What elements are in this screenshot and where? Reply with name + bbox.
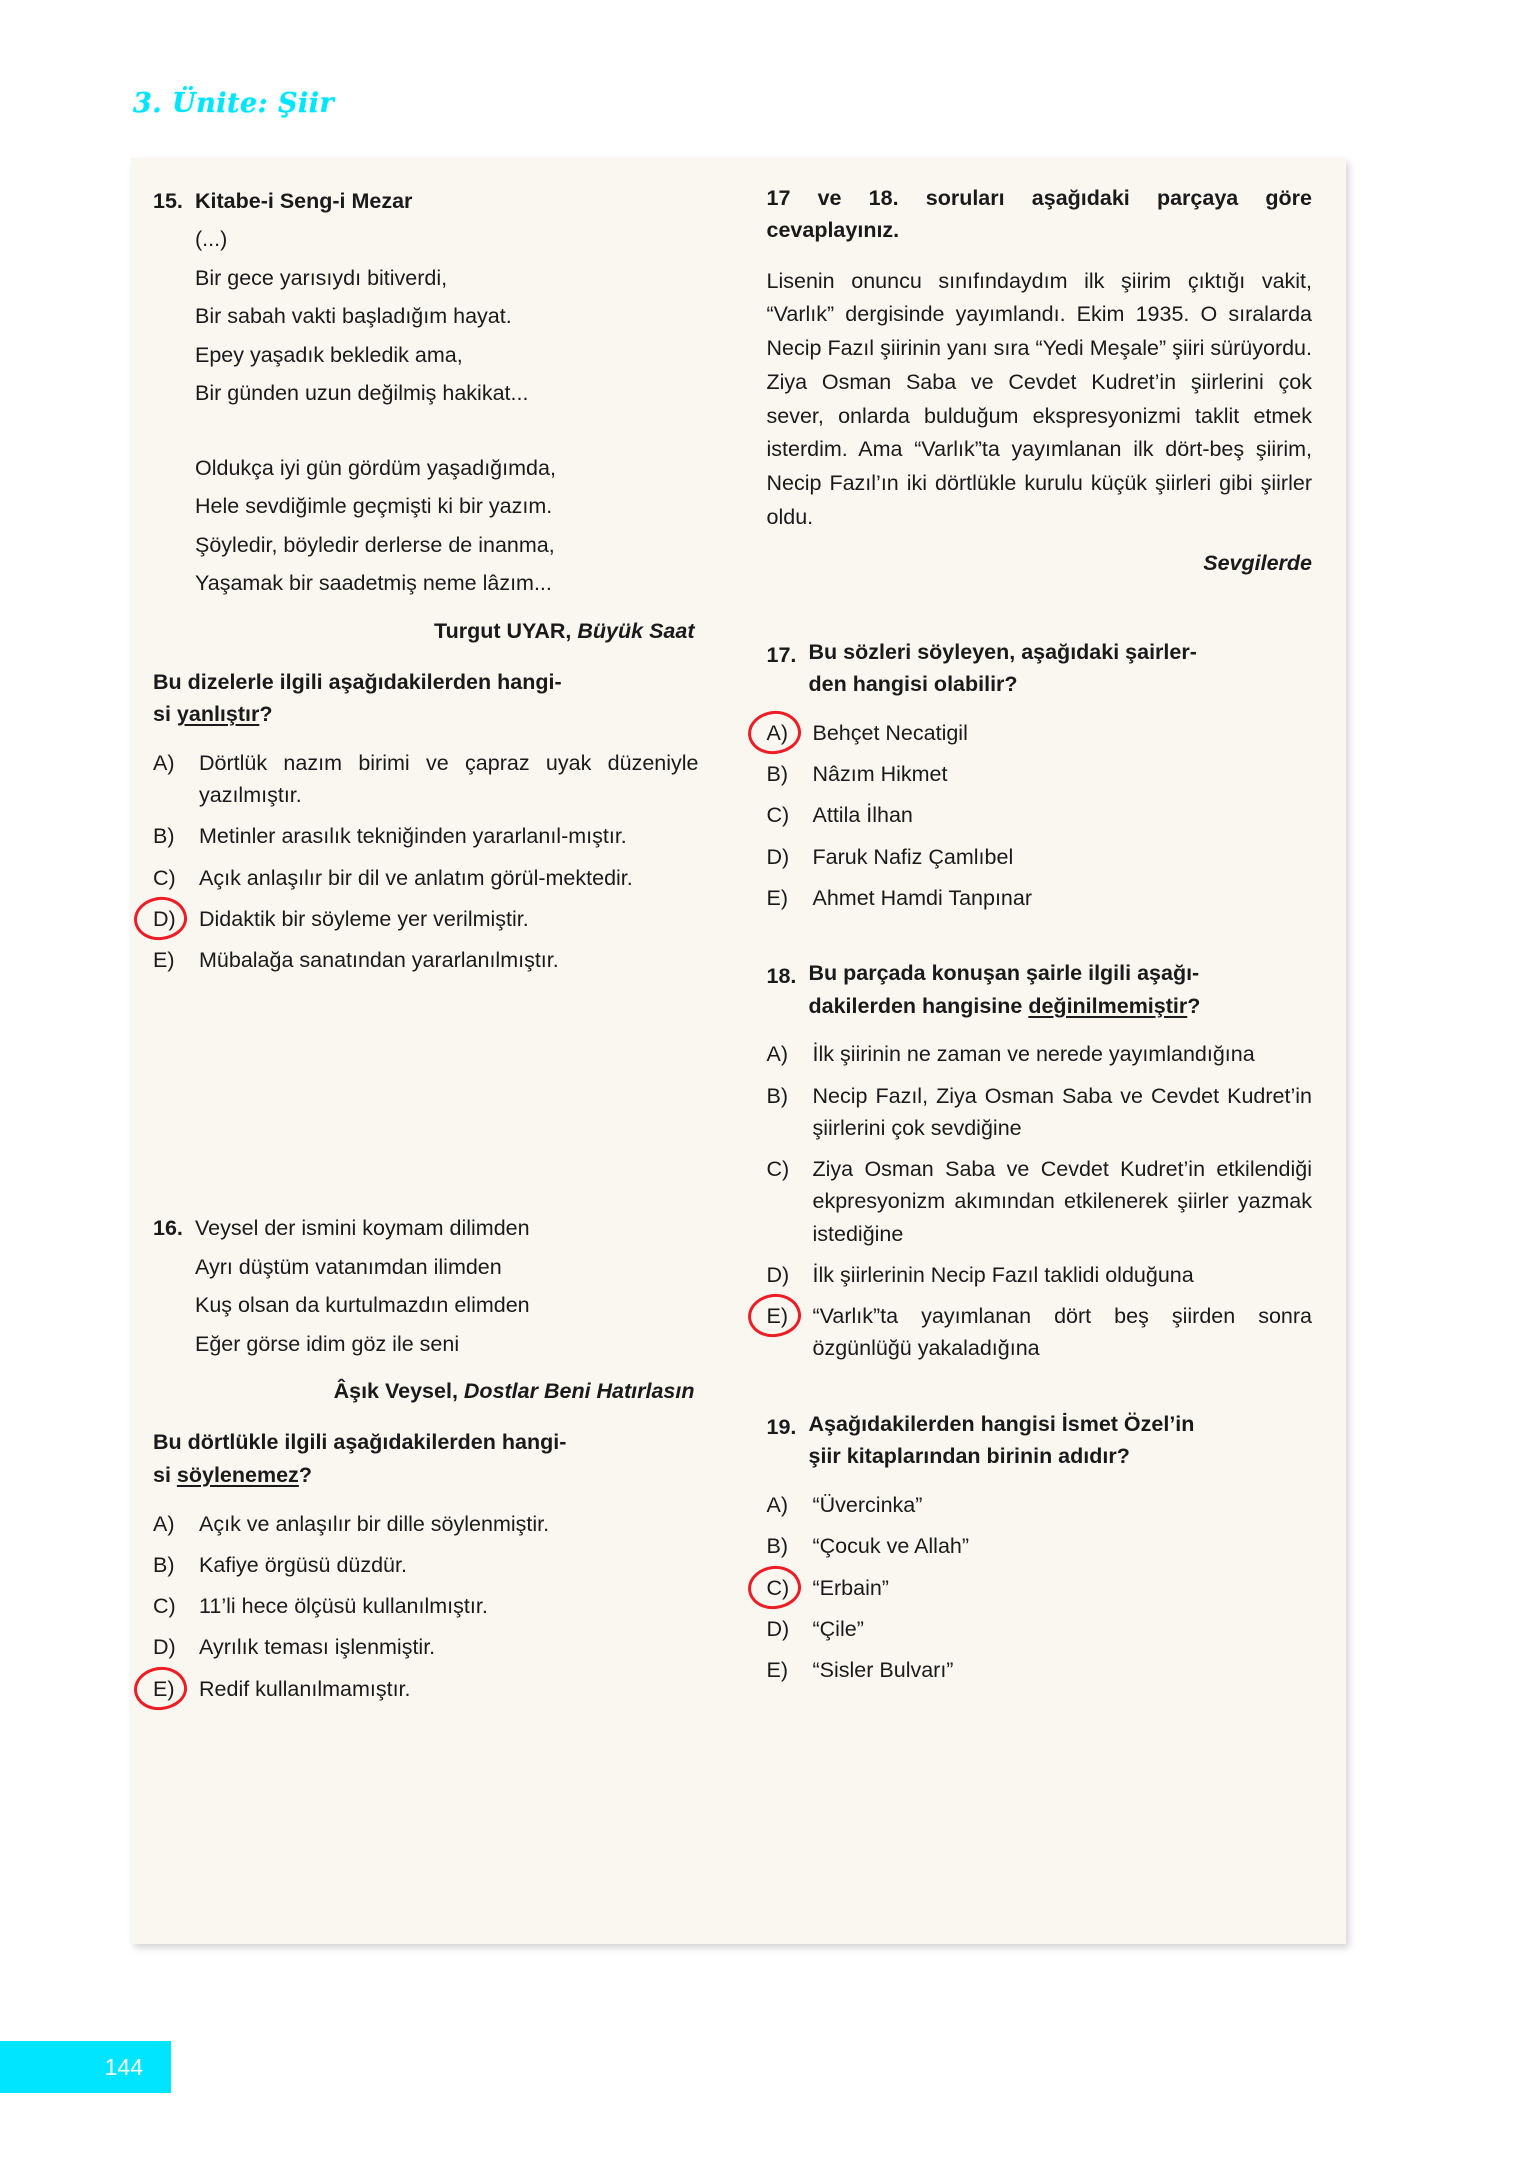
question-17-stem-line-1: Bu sözleri söyleyen, aşağıdaki şairler- bbox=[808, 639, 1197, 664]
question-17-stem bbox=[767, 636, 1313, 701]
option-text: “Üvercinka” bbox=[812, 1493, 923, 1518]
question-19-stem bbox=[767, 1408, 1313, 1473]
option-d[interactable] bbox=[153, 1631, 699, 1663]
question-gap bbox=[153, 985, 699, 1209]
poem-title: Kitabe-i Seng-i Mezar bbox=[195, 189, 413, 213]
option-d[interactable] bbox=[767, 841, 1313, 873]
stem-suffix: ? bbox=[298, 1462, 312, 1487]
stem-prefix: dakilerden hangisine bbox=[808, 993, 1029, 1018]
question-15-stem bbox=[153, 666, 699, 731]
option-b[interactable] bbox=[767, 1530, 1313, 1562]
option-letter: B) bbox=[766, 762, 788, 787]
option-c[interactable] bbox=[767, 1572, 1313, 1604]
passage-instruction: 17 ve 18. soruları aşağıdaki parçaya göre cevaplayınız. bbox=[766, 186, 1312, 243]
option-e[interactable] bbox=[153, 1673, 699, 1705]
stem-underlined: yanlıştır bbox=[176, 702, 260, 727]
option-text: “Çocuk ve Allah” bbox=[812, 1534, 970, 1559]
option-c[interactable] bbox=[153, 862, 699, 894]
option-letter: A) bbox=[153, 750, 175, 775]
question-16-attribution bbox=[153, 1379, 699, 1404]
question-16-number: 16. bbox=[153, 1216, 183, 1241]
option-text: Behçet Necatigil bbox=[812, 720, 968, 745]
question-15-stanza-2 bbox=[195, 449, 699, 603]
question-gap bbox=[767, 1374, 1313, 1408]
question-19-stem-text bbox=[809, 1408, 1195, 1473]
poem-line: Bir sabah vakti başladığım hayat. bbox=[195, 304, 512, 329]
passage-attribution: Sevgilerde bbox=[1203, 550, 1312, 575]
attribution-work: Büyük Saat bbox=[577, 618, 695, 643]
question-18-stem-line-2 bbox=[809, 990, 1201, 1023]
poem-line: Yaşamak bir saadetmiş neme lâzım... bbox=[195, 571, 552, 596]
poem-line: Kuş olsan da kurtulmazdın elimden bbox=[195, 1293, 530, 1318]
question-17-options bbox=[767, 717, 1313, 914]
option-text: Açık ve anlaşılır bir dille söylenmiştir. bbox=[199, 1511, 550, 1536]
option-text: Didaktik bir söyleme yer verilmiştir. bbox=[199, 906, 529, 931]
question-16-quatrain bbox=[195, 1248, 699, 1363]
option-d[interactable] bbox=[153, 903, 699, 935]
question-18-stem-text bbox=[809, 957, 1201, 1022]
option-letter: A) bbox=[766, 1493, 788, 1518]
option-text: Faruk Nafiz Çamlıbel bbox=[812, 844, 1014, 869]
option-text: Necip Fazıl, Ziya Osman Saba ve Cevdet Kudret’in şiirlerini çok sevdiğine bbox=[812, 1083, 1312, 1140]
question-15 bbox=[153, 182, 699, 976]
question-gap bbox=[767, 923, 1313, 957]
option-letter: D) bbox=[153, 1635, 176, 1660]
attribution-work: Dostlar Beni Hatırlasın bbox=[463, 1379, 695, 1404]
question-19-number: 19. bbox=[766, 1414, 797, 1439]
attribution-author: Turgut UYAR, bbox=[434, 618, 572, 643]
option-e[interactable] bbox=[767, 882, 1313, 914]
option-letter-circled: D) bbox=[153, 903, 199, 935]
option-text: İlk şiirlerinin Necip Fazıl taklidi olduğuna bbox=[812, 1262, 1194, 1287]
option-letter: B) bbox=[766, 1534, 788, 1559]
question-17 bbox=[767, 636, 1313, 915]
option-letter: D) bbox=[766, 1616, 790, 1641]
option-letter: B) bbox=[153, 1552, 175, 1577]
option-text: “Sisler Bulvarı” bbox=[812, 1658, 954, 1683]
question-17-number: 17. bbox=[766, 642, 797, 667]
question-18-stem bbox=[767, 957, 1313, 1022]
option-a[interactable] bbox=[153, 747, 699, 812]
option-e[interactable] bbox=[153, 944, 699, 976]
stem-underlined: değinilmemiştir bbox=[1028, 993, 1188, 1018]
option-b[interactable] bbox=[153, 1549, 699, 1581]
poem-line: Eğer görse idim göz ile seni bbox=[195, 1331, 460, 1356]
poem-line: (...) bbox=[195, 227, 228, 252]
option-text: Mübalağa sanatından yararlanılmıştır. bbox=[199, 948, 559, 973]
option-letter: A) bbox=[766, 1042, 788, 1067]
option-letter: C) bbox=[766, 1157, 790, 1182]
option-letter: C) bbox=[153, 1594, 176, 1619]
option-text: Nâzım Hikmet bbox=[812, 762, 948, 787]
question-16-stem-line-1: Bu dörtlükle ilgili aşağıdakilerden hangi- bbox=[153, 1430, 567, 1455]
poem-line: Ayrı düştüm vatanımdan ilimden bbox=[195, 1254, 502, 1279]
option-text: “Varlık”ta yayımlanan dört beş şiirden sonra özgünlüğü yakaladığına bbox=[812, 1304, 1312, 1361]
question-18-number: 18. bbox=[766, 964, 797, 989]
option-letter: D) bbox=[766, 1262, 790, 1287]
option-b[interactable] bbox=[153, 820, 699, 852]
option-letter: E) bbox=[766, 1658, 788, 1683]
poem-line: Hele sevdiğimle geçmişti ki bir yazım. bbox=[195, 494, 553, 519]
content-panel bbox=[131, 158, 1346, 1944]
question-17-stem-line-2: den hangisi olabilir? bbox=[808, 672, 1018, 697]
question-16-stem-line-2 bbox=[153, 1459, 699, 1492]
option-text: Ayrılık teması işlenmiştir. bbox=[199, 1635, 436, 1660]
question-gap bbox=[767, 576, 1313, 636]
question-15-attribution bbox=[153, 619, 699, 644]
stem-prefix: si bbox=[153, 702, 177, 727]
option-a[interactable] bbox=[767, 1038, 1313, 1070]
option-letter: D) bbox=[766, 844, 790, 869]
left-column bbox=[131, 158, 739, 1944]
option-text: Ahmet Hamdi Tanpınar bbox=[812, 885, 1032, 910]
option-letter: B) bbox=[766, 1083, 788, 1108]
option-letter: B) bbox=[153, 824, 175, 849]
option-letter: E) bbox=[153, 948, 175, 973]
option-letter: C) bbox=[153, 865, 176, 890]
option-c[interactable] bbox=[153, 1590, 699, 1622]
option-text: 11’li hece ölçüsü kullanılmıştır. bbox=[199, 1594, 488, 1619]
question-17-stem-text bbox=[809, 636, 1197, 701]
option-d[interactable] bbox=[767, 1613, 1313, 1645]
option-letter-circled: A) bbox=[767, 717, 813, 749]
option-a[interactable] bbox=[767, 1489, 1313, 1521]
question-18-stem-line-1: Bu parçada konuşan şairle ilgili aşağı- bbox=[808, 961, 1200, 986]
question-15-stem-line-1: Bu dizelerle ilgili aşağıdakilerden hangi- bbox=[153, 669, 562, 694]
option-letter-circled: E) bbox=[767, 1300, 813, 1332]
option-letter-circled: C) bbox=[767, 1572, 813, 1604]
option-letter: E) bbox=[766, 885, 788, 910]
stem-suffix: ? bbox=[1187, 993, 1201, 1018]
option-text: “Erbain” bbox=[812, 1575, 889, 1600]
question-16-options bbox=[153, 1508, 699, 1705]
option-letter: A) bbox=[153, 1511, 175, 1536]
question-16-stem bbox=[153, 1426, 699, 1491]
question-18-options bbox=[767, 1038, 1313, 1364]
question-19-stem-line-2: şiir kitaplarından birinin adıdır? bbox=[808, 1444, 1130, 1469]
stem-suffix: ? bbox=[259, 702, 273, 727]
passage-body: Lisenin onuncu sınıfındaydım ilk şiirim çıktığı vakit, “Varlık” dergisinde yayımlandı. Ekim 1935. O sıralarda Necip Fazıl şiirinin yanı sıra “Yedi Meşale” şiiri sürüyordu. Ziya Osman Saba ve Cevdet Kudret’in şiirlerini çok sever, onlarda bulduğum ekspresyonizmi taklit etmek isterdim. Ama “Varlık”ta yayımlanan ilk dört-beş şiirim, Necip Fazıl’ın iki dörtlükle kurulu küçük şiirleri gibi şiirler oldu. bbox=[766, 268, 1312, 529]
option-text: Açık anlaşılır bir dil ve anlatım görül-mektedir. bbox=[199, 865, 633, 890]
option-text: Redif kullanılmamıştır. bbox=[199, 1676, 411, 1701]
question-19-options bbox=[767, 1489, 1313, 1686]
poem-line: Bir günden uzun değilmiş hakikat... bbox=[195, 381, 529, 406]
question-15-number: 15. bbox=[153, 189, 183, 213]
option-letter: C) bbox=[766, 803, 790, 828]
option-text: Kafiye örgüsü düzdür. bbox=[199, 1552, 407, 1577]
attribution-author: Âşık Veysel, bbox=[333, 1379, 458, 1404]
poem-line: Veysel der ismini koymam dilimden bbox=[195, 1216, 530, 1241]
option-e[interactable] bbox=[767, 1300, 1313, 1365]
right-column bbox=[739, 158, 1347, 1944]
question-16 bbox=[153, 1209, 699, 1704]
option-e[interactable] bbox=[767, 1654, 1313, 1686]
page-number: 144 bbox=[104, 2053, 143, 2080]
question-15-options bbox=[153, 747, 699, 977]
option-d[interactable] bbox=[767, 1259, 1313, 1291]
option-text: “Çile” bbox=[812, 1616, 864, 1641]
option-b[interactable] bbox=[767, 758, 1313, 790]
page-number-badge bbox=[0, 2041, 171, 2093]
poem-line: Epey yaşadık bekledik ama, bbox=[195, 342, 463, 367]
option-a[interactable] bbox=[767, 717, 1313, 749]
option-c[interactable] bbox=[767, 799, 1313, 831]
option-a[interactable] bbox=[153, 1508, 699, 1540]
question-15-title-line bbox=[153, 182, 699, 220]
unit-header: 3. Ünite: Şiir bbox=[133, 88, 335, 119]
question-15-stanza-1 bbox=[195, 220, 699, 412]
option-text: Metinler arasılık tekniğinden yararlanıl-mıştır. bbox=[199, 824, 627, 849]
stem-underlined: söylenemez bbox=[176, 1462, 299, 1487]
stanza-gap bbox=[153, 413, 699, 449]
question-18 bbox=[767, 957, 1313, 1365]
question-19-stem-line-1: Aşağıdakilerden hangisi İsmet Özel’in bbox=[808, 1411, 1195, 1436]
option-letter-circled: E) bbox=[153, 1673, 199, 1705]
option-text: Attila İlhan bbox=[812, 803, 913, 828]
option-c[interactable] bbox=[767, 1153, 1313, 1250]
question-16-first-line bbox=[153, 1209, 699, 1247]
option-text: İlk şiirinin ne zaman ve nerede yayımlandığına bbox=[812, 1042, 1255, 1067]
poem-line: Oldukça iyi gün gördüm yaşadığımda, bbox=[195, 455, 556, 480]
option-b[interactable] bbox=[767, 1080, 1313, 1145]
poem-line: Şöyledir, böyledir derlerse de inanma, bbox=[195, 532, 555, 557]
option-text: Ziya Osman Saba ve Cevdet Kudret’in etkilendiği ekpresyonizm akımından etkilenerek şiirler yazmak istediğine bbox=[812, 1157, 1312, 1246]
two-column-layout bbox=[131, 158, 1346, 1944]
poem-line: Bir gece yarısıydı bitiverdi, bbox=[195, 265, 448, 290]
stem-prefix: si bbox=[153, 1462, 177, 1487]
question-19 bbox=[767, 1408, 1313, 1687]
question-15-stem-line-2 bbox=[153, 698, 699, 731]
option-text: Dörtlük nazım birimi ve çapraz uyak düzeniyle yazılmıştır. bbox=[199, 750, 699, 808]
